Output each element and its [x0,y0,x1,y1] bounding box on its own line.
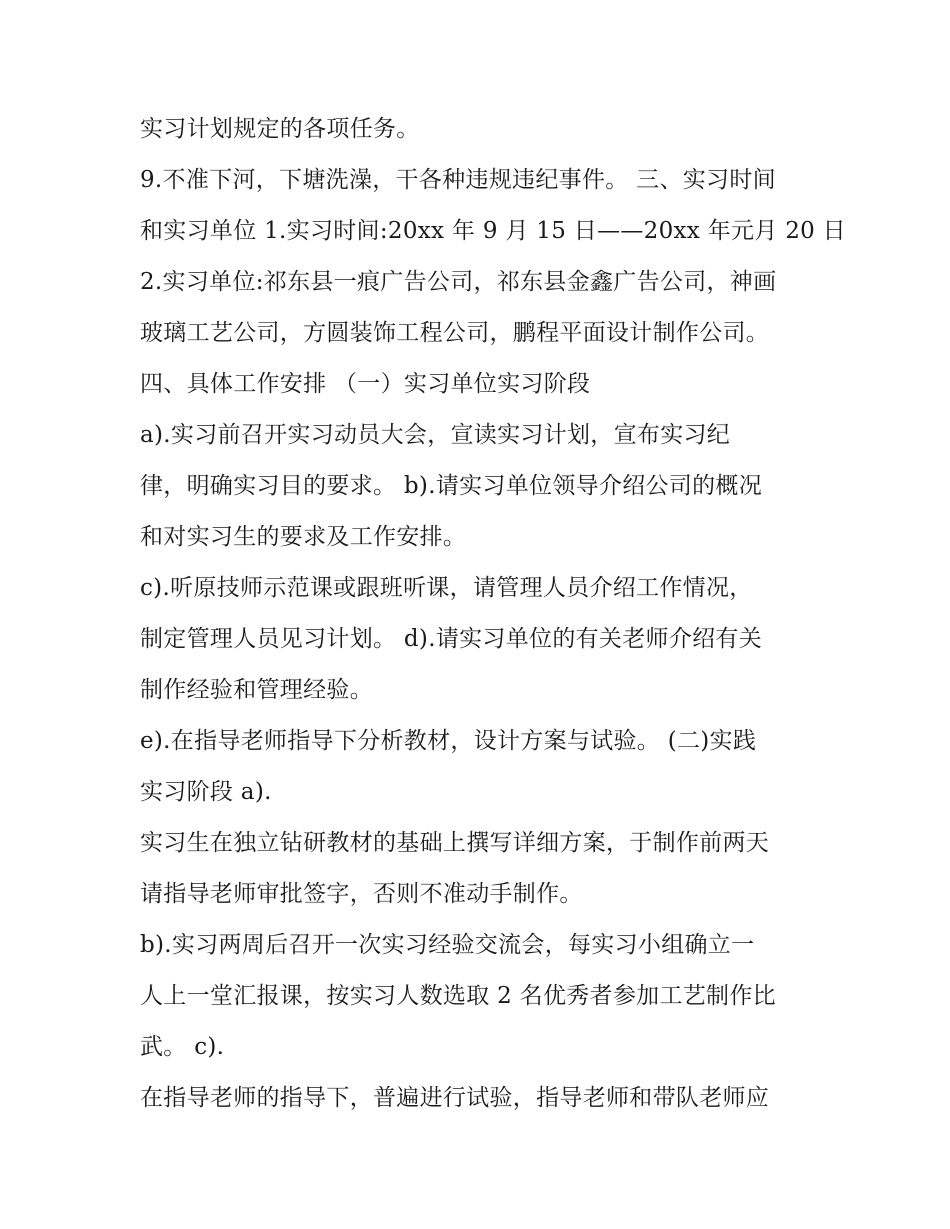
text-line: 玻璃工艺公司，方圆装饰工程公司，鹏程平面设计制作公司。 [140,320,770,346]
text-line: 实习阶段 a). [140,779,272,805]
text-line: 实习生在独立钻研教材的基础上撰写详细方案，于制作前两天 [140,830,770,856]
text-line: 制作经验和管理经验。 [140,677,373,703]
text-line: 2.实习单位:祁东县一痕广告公司，祁东县金鑫广告公司，神画 [140,269,777,295]
section-heading: 四、具体工作安排 （一）实习单位实习阶段 [140,371,591,397]
text-line: 在指导老师的指导下，普遍进行试验，指导老师和带队老师应 [140,1085,770,1111]
text-line: 和对实习生的要求及工作安排。 [140,524,467,550]
text-line: a).实习前召开实习动员大会，宣读实习计划，宣布实习纪 [140,422,731,448]
text-line: 9.不准下河，下塘洗澡，干各种违规违纪事件。 三、实习时间 [140,167,776,193]
text-line: 武。 c). [140,1034,225,1060]
text-line: 请指导老师审批签字，否则不准动手制作。 [140,881,583,907]
text-line: b).实习两周后召开一次实习经验交流会，每实习小组确立一 [140,932,755,958]
text-line: 和实习单位 1.实习时间:20xx 年 9 月 15 日——20xx 年元月 20 日 [140,218,846,244]
text-line: 人上一堂汇报课，按实习人数选取 2 名优秀者参加工艺制作比 [140,983,776,1009]
text-line: e).在指导老师指导下分析教材，设计方案与试验。 (二)实践 [140,728,757,754]
text-line: 律，明确实习目的要求。 b).请实习单位领导介绍公司的概况 [140,473,763,499]
text-line: c).听原技师示范课或跟班听课，请管理人员介绍工作情况， [140,575,753,601]
text-line: 制定管理人员见习计划。 d).请实习单位的有关老师介绍有关 [140,626,763,652]
text-line: 实习计划规定的各项任务。 [140,116,420,142]
